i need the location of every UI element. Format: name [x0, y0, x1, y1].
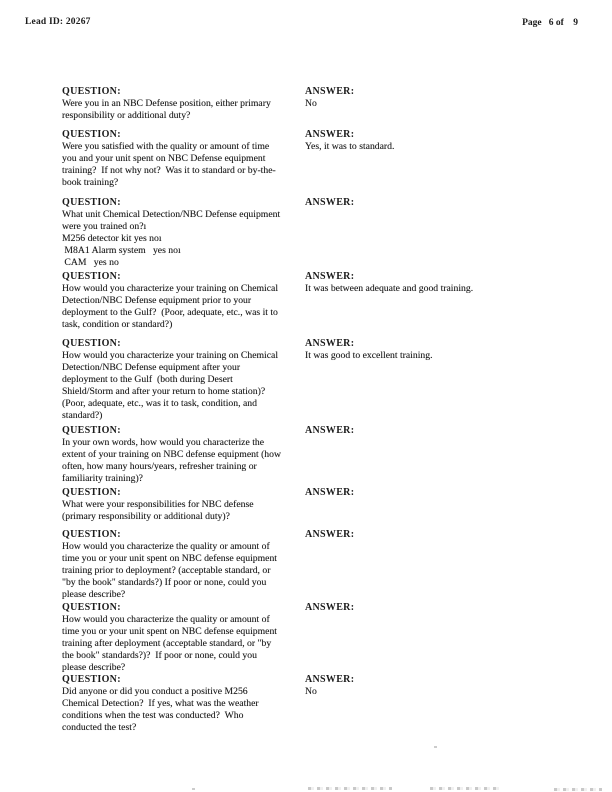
- answer-text: It was between adequate and good training.: [305, 283, 474, 294]
- page-number-label: Page 6 of 9: [522, 18, 578, 28]
- question-text-line: time you or your unit spent on NBC defense equipment: [62, 553, 277, 564]
- scan-artifact: [308, 787, 392, 790]
- question-column: [62, 529, 305, 601]
- question-column: [62, 197, 305, 269]
- answer-column: [305, 338, 594, 362]
- answer-column: [305, 271, 594, 295]
- question-text-line: M8A1 Alarm system yes noı: [62, 245, 181, 256]
- scan-artifact: [554, 788, 602, 791]
- question-column: [62, 425, 305, 485]
- question-text-line: How would you characterize the quality or amount of: [62, 541, 270, 552]
- question-text-line: How would you characterize your training on Chemical: [62, 350, 279, 361]
- question-text-line: Shield/Storm and after your return to home station)?: [62, 386, 266, 397]
- answer-column: [305, 86, 594, 110]
- question-text-line: How would you characterize the quality or amount of: [62, 614, 270, 625]
- question-text-line: training prior to deployment? (acceptable standard, or: [62, 565, 271, 576]
- answer-text: No: [305, 98, 317, 109]
- question-column: [62, 129, 305, 189]
- question-column: [62, 338, 305, 422]
- question-label: QUESTION:: [62, 338, 121, 349]
- qa-block: [62, 86, 594, 122]
- question-column: [62, 86, 305, 122]
- question-text-line: In your own words, how would you characterize the: [62, 437, 265, 448]
- scan-artifact: [430, 787, 500, 790]
- question-text-line: How would you characterize your training on Chemical: [62, 283, 279, 294]
- answer-label: ANSWER:: [305, 674, 355, 685]
- question-text-line: please describe?: [62, 662, 126, 673]
- question-text-line: responsibility or additional duty?: [62, 110, 191, 121]
- question-text-line: deployment to the Gulf? (Poor, adequate, etc., was it to: [62, 307, 278, 318]
- answer-column: [305, 602, 594, 614]
- qa-block: [62, 197, 594, 269]
- answer-text: No: [305, 686, 317, 697]
- question-label: QUESTION:: [62, 86, 121, 97]
- answer-column: [305, 529, 594, 541]
- question-text-line: Were you satisfied with the quality or amount of time: [62, 141, 270, 152]
- answer-column: [305, 425, 594, 437]
- answer-label: ANSWER:: [305, 425, 355, 436]
- answer-label: ANSWER:: [305, 602, 355, 613]
- question-label: QUESTION:: [62, 602, 121, 613]
- question-label: QUESTION:: [62, 425, 121, 436]
- answer-column: [305, 197, 594, 209]
- answer-label: ANSWER:: [305, 271, 355, 282]
- question-column: [62, 487, 305, 523]
- question-text-line: often, how many hours/years, refresher training or: [62, 461, 257, 472]
- question-text-line: Chemical Detection? If yes, what was the weather: [62, 698, 259, 709]
- qa-block: [62, 425, 594, 485]
- answer-column: [305, 674, 594, 698]
- qa-block: [62, 529, 594, 601]
- qa-block: [62, 487, 594, 523]
- question-text-line: the book" standards?)? If poor or none, could you: [62, 650, 257, 661]
- qa-block: [62, 674, 594, 734]
- question-column: [62, 602, 305, 674]
- question-text-line: you and your unit spent on NBC Defense equipment: [62, 153, 266, 164]
- question-text-line: please describe?: [62, 589, 126, 600]
- question-label: QUESTION:: [62, 674, 121, 685]
- question-text-line: (primary responsibility or additional duty)?: [62, 511, 230, 522]
- question-text-line: training after deployment (acceptable standard, or "by: [62, 638, 272, 649]
- answer-text: Yes, it was to standard.: [305, 141, 395, 152]
- question-text-line: conditions when the test was conducted? Who: [62, 710, 244, 721]
- question-text-line: extent of your training on NBC defense equipment (how: [62, 449, 281, 460]
- qa-block: [62, 602, 594, 674]
- question-text-line: task, condition or standard?): [62, 319, 173, 330]
- answer-label: ANSWER:: [305, 529, 355, 540]
- answer-label: ANSWER:: [305, 129, 355, 140]
- question-label: QUESTION:: [62, 129, 121, 140]
- answer-label: ANSWER:: [305, 338, 355, 349]
- question-text-line: CAM yes no: [62, 257, 119, 268]
- lead-id-label: Lead ID: 20267: [25, 17, 91, 27]
- qa-block: [62, 338, 594, 422]
- question-text-line: What were your responsibilities for NBC defense: [62, 499, 254, 510]
- scan-artifact: [192, 788, 195, 790]
- answer-label: ANSWER:: [305, 197, 355, 208]
- question-text-line: Detection/NBC Defense equipment after your: [62, 362, 241, 373]
- question-label: QUESTION:: [62, 487, 121, 498]
- answer-column: [305, 129, 594, 153]
- question-text-line: training? If not why not? Was it to standard or by-the-: [62, 165, 276, 176]
- answer-label: ANSWER:: [305, 487, 355, 498]
- question-text-line: book training?: [62, 177, 119, 188]
- question-text-line: time you or your unit spent on NBC defense equipment: [62, 626, 277, 637]
- scan-artifact: [434, 746, 437, 748]
- question-text-line: familiarity training)?: [62, 473, 143, 484]
- question-text-line: were you trained on?ı: [62, 221, 147, 232]
- question-label: QUESTION:: [62, 529, 121, 540]
- question-text-line: What unit Chemical Detection/NBC Defense equipment: [62, 209, 281, 220]
- question-label: QUESTION:: [62, 197, 121, 208]
- answer-column: [305, 487, 594, 499]
- question-column: [62, 271, 305, 331]
- question-text-line: deployment to the Gulf (both during Desert: [62, 374, 233, 385]
- qa-block: [62, 129, 594, 189]
- question-text-line: Were you in an NBC Defense position, either primary: [62, 98, 271, 109]
- qa-list: [62, 86, 594, 734]
- answer-label: ANSWER:: [305, 86, 355, 97]
- question-text-line: standard?): [62, 410, 103, 421]
- question-text-line: conducted the test?: [62, 722, 137, 733]
- question-text-line: Did anyone or did you conduct a positive M256: [62, 686, 248, 697]
- question-text-line: M256 detector kit yes noı: [62, 233, 162, 244]
- qa-block: [62, 271, 594, 331]
- question-text-line: (Poor, adequate, etc., was it to task, condition, and: [62, 398, 257, 409]
- question-column: [62, 674, 305, 734]
- question-text-line: Detection/NBC Defense equipment prior to your: [62, 295, 252, 306]
- question-label: QUESTION:: [62, 271, 121, 282]
- question-text-line: "by the book" standards?) If poor or none, could you: [62, 577, 267, 588]
- answer-text: It was good to excellent training.: [305, 350, 433, 361]
